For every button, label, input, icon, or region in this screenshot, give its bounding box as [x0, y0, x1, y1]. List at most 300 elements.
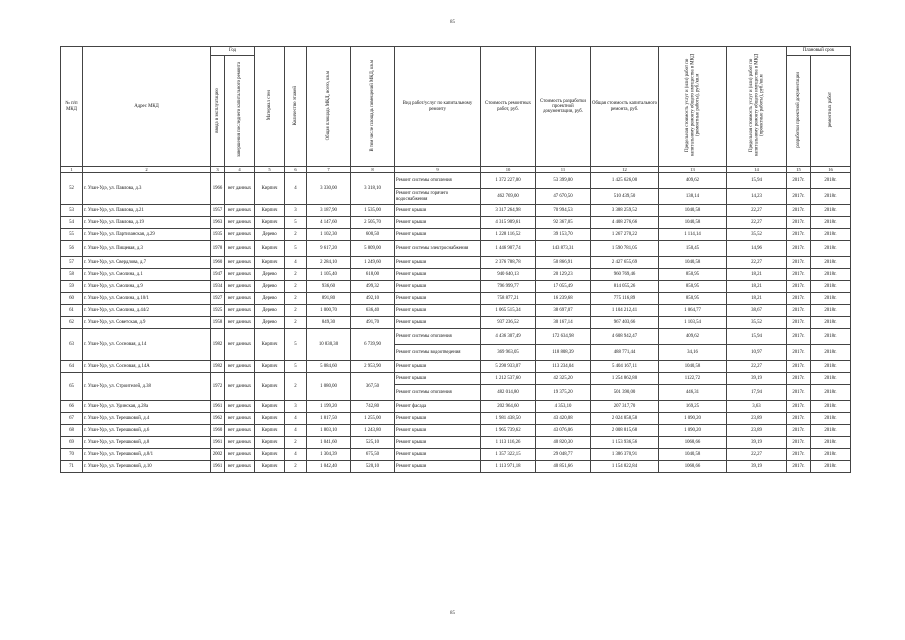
cell-cost-repair: 1 357 322,15 — [481, 449, 536, 461]
cell-cost-total: 967 403,66 — [591, 317, 659, 329]
cell-work-type: Ремонт системы горячего водоснабжения — [395, 189, 481, 205]
cell-material: Кирпич — [255, 401, 285, 413]
table-row — [61, 305, 851, 317]
cell-cost-design: 43 420,08 — [536, 413, 591, 425]
cell-cost-design: 19 375,20 — [536, 385, 591, 401]
cell-limit-work: 1068,66 — [659, 461, 727, 473]
cell-cost-total: 5 404 167,11 — [591, 361, 659, 373]
cell-repair-year: нет данных — [225, 205, 255, 217]
cell-area-premises: 491,70 — [351, 317, 395, 329]
cell-plan-repair: 2018г. — [811, 373, 851, 385]
cell-cost-total: 1 254 862,80 — [591, 373, 659, 385]
cell-limit-work: 446,31 — [659, 385, 727, 401]
cell-repair-year: нет данных — [225, 229, 255, 241]
cell-limit-work: 1040,58 — [659, 257, 727, 269]
cell-plan-repair: 2018г. — [811, 293, 851, 305]
cell-plan-design: 2017г. — [787, 173, 811, 189]
cell-area: 3 187,90 — [307, 205, 351, 217]
cell-cost-design: 92 367,05 — [536, 217, 591, 229]
column-number: 5 — [255, 167, 285, 173]
column-number: 9 — [395, 167, 481, 173]
table-row — [61, 425, 851, 437]
cell-material: Дерево — [255, 293, 285, 305]
cell-work-type: Ремонт крыши — [395, 281, 481, 293]
cell-num: 52 — [61, 173, 83, 205]
column-number: 16 — [811, 167, 851, 173]
cell-num: 62 — [61, 317, 83, 329]
cell-cost-total: 2 008 815,68 — [591, 425, 659, 437]
cell-work-type: Ремонт системы отопления — [395, 173, 481, 189]
cell-limit-design: 23,89 — [727, 413, 787, 425]
cell-address: г. Улан-Удэ, ул. Сосновая, д.14 — [83, 329, 211, 361]
cell-cost-total: 775 116,89 — [591, 293, 659, 305]
cell-work-type: Ремонт крыши — [395, 269, 481, 281]
table-row — [61, 173, 851, 189]
table-row — [61, 373, 851, 385]
cell-year: 1966 — [211, 173, 225, 205]
cell-cost-design: 4 353,10 — [536, 401, 591, 413]
cell-year: 1978 — [211, 241, 225, 257]
cell-cost-repair: 1 965 739,62 — [481, 425, 536, 437]
cell-cost-total: 3 388 259,52 — [591, 205, 659, 217]
cell-limit-design: 15,94 — [727, 329, 787, 345]
cell-plan-design: 2017г. — [787, 345, 811, 361]
header-cost-design: Стоимость разработки проектной документации, руб. — [536, 47, 591, 167]
cell-limit-design: 3,63 — [727, 401, 787, 413]
table-row — [61, 241, 851, 257]
cell-material: Дерево — [255, 269, 285, 281]
cell-limit-design: 35,52 — [727, 229, 787, 241]
cell-floors: 4 — [285, 173, 307, 205]
cell-cost-design: 20 129,23 — [536, 269, 591, 281]
cell-limit-work: 1 064,77 — [659, 305, 727, 317]
cell-plan-design: 2017г. — [787, 305, 811, 317]
cell-work-type: Ремонт крыши — [395, 437, 481, 449]
cell-num: 60 — [61, 293, 83, 305]
cell-cost-repair: 1 113 116,26 — [481, 437, 536, 449]
cell-limit-work: 138,14 — [659, 189, 727, 205]
cell-floors: 2 — [285, 461, 307, 473]
cell-floors: 2 — [285, 437, 307, 449]
cell-limit-work: 409,62 — [659, 329, 727, 345]
cell-repair-year: нет данных — [225, 305, 255, 317]
cell-cost-total: 1 154 822,84 — [591, 461, 659, 473]
cell-cost-repair: 1 113 971,18 — [481, 461, 536, 473]
cell-cost-design: 172 634,98 — [536, 329, 591, 345]
cell-area: 10 830,30 — [307, 329, 351, 361]
cell-cost-total: 1 153 936,56 — [591, 437, 659, 449]
cell-address: г. Улан-Удэ, ул. Терешковой, д.10 — [83, 461, 211, 473]
cell-material: Кирпич — [255, 437, 285, 449]
cell-cost-design: 30 167,14 — [536, 317, 591, 329]
cell-address: г. Улан-Удэ, ул. Смолина, д.44/2 — [83, 305, 211, 317]
cell-limit-work: 1 103,54 — [659, 317, 727, 329]
cell-address: г. Улан-Удэ, ул. Терешковой, д.6 — [83, 425, 211, 437]
cell-area: 936,60 — [307, 281, 351, 293]
cell-area-premises: 636,40 — [351, 305, 395, 317]
cell-limit-work: 1040,58 — [659, 217, 727, 229]
cell-cost-total: 4 608 942,47 — [591, 329, 659, 345]
header-wall-material: Материал стен — [255, 47, 285, 167]
cell-cost-design: 29 048,77 — [536, 449, 591, 461]
cell-plan-repair: 2018г. — [811, 345, 851, 361]
cell-floors: 4 — [285, 449, 307, 461]
cell-repair-year: нет данных — [225, 257, 255, 269]
cell-cost-repair: 462 769,00 — [481, 189, 536, 205]
cell-area-premises: 675,50 — [351, 449, 395, 461]
cell-material: Кирпич — [255, 205, 285, 217]
column-number: 10 — [481, 167, 536, 173]
cell-cost-total: 1 104 212,41 — [591, 305, 659, 317]
cell-cost-repair: 1 446 907,74 — [481, 241, 536, 257]
cell-num: 54 — [61, 217, 83, 229]
cell-limit-design: 14,96 — [727, 241, 787, 257]
header-year-last-repair: завершения последнего капитального ремонта — [225, 56, 255, 167]
cell-plan-repair: 2018г. — [811, 305, 851, 317]
cell-floors: 5 — [285, 217, 307, 229]
cell-limit-design: 10,97 — [727, 345, 787, 361]
cell-repair-year: нет данных — [225, 373, 255, 401]
cell-repair-year: нет данных — [225, 269, 255, 281]
cell-num: 71 — [61, 461, 83, 473]
cell-cost-total: 4 408 276,66 — [591, 217, 659, 229]
cell-year: 1958 — [211, 317, 225, 329]
cell-limit-design: 38,67 — [727, 305, 787, 317]
cell-address: г. Улан-Удэ, ул. Павлова, д.3 — [83, 173, 211, 205]
column-number: 7 — [307, 167, 351, 173]
cell-limit-work: 34,16 — [659, 345, 727, 361]
cell-work-type: Ремонт крыши — [395, 361, 481, 373]
cell-cost-repair: 1 981 438,50 — [481, 413, 536, 425]
cell-cost-design: 40 820,30 — [536, 437, 591, 449]
cell-year: 1934 — [211, 281, 225, 293]
cell-floors: 3 — [285, 401, 307, 413]
cell-work-type: Ремонт системы электроснабжения — [395, 241, 481, 257]
cell-limit-design: 15,94 — [727, 173, 787, 189]
cell-cost-repair: 940 640,13 — [481, 269, 536, 281]
cell-limit-design: 18,21 — [727, 293, 787, 305]
column-number: 6 — [285, 167, 307, 173]
cell-plan-repair: 2018г. — [811, 461, 851, 473]
cell-material: Дерево — [255, 229, 285, 241]
cell-cost-total: 1 590 781,05 — [591, 241, 659, 257]
cell-area: 5 084,60 — [307, 361, 351, 373]
cell-limit-design: 18,21 — [727, 269, 787, 281]
cell-num: 59 — [61, 281, 83, 293]
cell-area: 3 330,00 — [307, 173, 351, 205]
cell-address: г. Улан-Удэ, ул. Терешковой, д.8/1 — [83, 449, 211, 461]
cell-cost-repair: 369 963,05 — [481, 345, 536, 361]
cell-plan-repair: 2018г. — [811, 413, 851, 425]
cell-material: Кирпич — [255, 241, 285, 257]
cell-plan-design: 2017г. — [787, 293, 811, 305]
cell-limit-work: 1040,58 — [659, 361, 727, 373]
cell-limit-design: 22,27 — [727, 449, 787, 461]
cell-address: г. Улан-Удэ, ул. Смолина, д.9 — [83, 281, 211, 293]
cell-cost-design: 39 153,70 — [536, 229, 591, 241]
cell-cost-design: 43 076,06 — [536, 425, 591, 437]
cell-plan-repair: 2018г. — [811, 329, 851, 345]
cell-repair-year: нет данных — [225, 401, 255, 413]
cell-area: 849,30 — [307, 317, 351, 329]
cell-num: 67 — [61, 413, 83, 425]
cell-work-type: Ремонт крыши — [395, 425, 481, 437]
cell-limit-work: 1122,72 — [659, 373, 727, 385]
cell-address: г. Улан-Удэ, ул. Смолина, д.1 — [83, 269, 211, 281]
header-area-premises: В том числе площадь помещений МКД, кв.м — [351, 47, 395, 167]
table-row — [61, 281, 851, 293]
cell-area: 1 000,70 — [307, 305, 351, 317]
table-row — [61, 257, 851, 269]
cell-address: г. Улан-Удэ, ул. Павлова, д.21 — [83, 205, 211, 217]
header-cost-total: Общая стоимость капитального ремонта, руб. — [591, 47, 659, 167]
cell-year: 1972 — [211, 373, 225, 401]
cell-cost-repair: 796 999,77 — [481, 281, 536, 293]
cell-cost-design: 70 994,53 — [536, 205, 591, 217]
cell-limit-design: 39,19 — [727, 437, 787, 449]
cell-area-premises: 1 255,00 — [351, 413, 395, 425]
cell-work-type: Ремонт системы отопления — [395, 385, 481, 401]
cell-num: 68 — [61, 425, 83, 437]
cell-cost-repair: 2 376 788,78 — [481, 257, 536, 269]
cell-work-type: Ремонт фасада — [395, 401, 481, 413]
cell-year: 1925 — [211, 305, 225, 317]
header-year-group: Год — [211, 47, 255, 56]
cell-work-type: Ремонт крыши — [395, 257, 481, 269]
table-row — [61, 293, 851, 305]
cell-repair-year: нет данных — [225, 317, 255, 329]
column-number: 12 — [591, 167, 659, 173]
cell-num: 55 — [61, 229, 83, 241]
cell-year: 1982 — [211, 361, 225, 373]
cell-year: 1961 — [211, 461, 225, 473]
cell-cost-total: 2 024 858,58 — [591, 413, 659, 425]
table-row — [61, 317, 851, 329]
cell-material: Дерево — [255, 305, 285, 317]
header-plan-design: разработки проектной документации — [787, 56, 811, 167]
cell-limit-design: 22,27 — [727, 205, 787, 217]
cell-area: 1 102,30 — [307, 229, 351, 241]
cell-address: г. Улан-Удэ, ул. Терешковой, д.4 — [83, 413, 211, 425]
cell-plan-repair: 2018г. — [811, 449, 851, 461]
cell-cost-total: 960 769,46 — [591, 269, 659, 281]
cell-work-type: Ремонт крыши — [395, 205, 481, 217]
cell-limit-design: 35,52 — [727, 317, 787, 329]
cell-cost-repair: 4 315 909,61 — [481, 217, 536, 229]
column-number: 1 — [61, 167, 83, 173]
cell-limit-work: 150,45 — [659, 241, 727, 257]
cell-num: 57 — [61, 257, 83, 269]
cell-floors: 5 — [285, 361, 307, 373]
cell-year: 1962 — [211, 413, 225, 425]
cell-floors: 4 — [285, 425, 307, 437]
cell-num: 58 — [61, 269, 83, 281]
cell-cost-design: 16 239,68 — [536, 293, 591, 305]
cell-area-premises: 742,80 — [351, 401, 395, 413]
cell-plan-design: 2017г. — [787, 189, 811, 205]
cell-area-premises: 2 953,90 — [351, 361, 395, 373]
cell-year: 1927 — [211, 293, 225, 305]
cell-cost-total: 488 771,44 — [591, 345, 659, 361]
column-number: 4 — [225, 167, 255, 173]
cell-floors: 4 — [285, 257, 307, 269]
cell-num: 56 — [61, 241, 83, 257]
cell-plan-design: 2017г. — [787, 413, 811, 425]
cell-floors: 5 — [285, 241, 307, 257]
cell-plan-design: 2017г. — [787, 461, 811, 473]
header-cost-repair: Стоимость ремонтных работ, руб. — [481, 47, 536, 167]
cell-limit-work: 850,95 — [659, 293, 727, 305]
cell-address: г. Улан-Удэ, ул. Павлова, д.19 — [83, 217, 211, 229]
cell-repair-year: нет данных — [225, 241, 255, 257]
cell-repair-year: нет данных — [225, 329, 255, 361]
cell-limit-work: 850,95 — [659, 281, 727, 293]
cell-plan-repair: 2018г. — [811, 229, 851, 241]
cell-plan-design: 2017г. — [787, 205, 811, 217]
cell-cost-design: 50 866,91 — [536, 257, 591, 269]
header-plan-repair: ремонтных работ — [811, 56, 851, 167]
cell-limit-design: 22,27 — [727, 257, 787, 269]
cell-cost-total: 1 386 370,91 — [591, 449, 659, 461]
cell-area-premises: 520,10 — [351, 461, 395, 473]
cell-area-premises: 618,00 — [351, 269, 395, 281]
cell-address: г. Улан-Удэ, ул. Сосновая, д.14А — [83, 361, 211, 373]
cell-plan-design: 2017г. — [787, 361, 811, 373]
cell-address: г. Улан-Удэ, ул. Строителей, д.38 — [83, 373, 211, 401]
cell-year: 1947 — [211, 269, 225, 281]
cell-limit-work: 1040,58 — [659, 449, 727, 461]
column-number: 14 — [727, 167, 787, 173]
cell-cost-repair: 1 212 537,60 — [481, 373, 536, 385]
cell-cost-repair: 3 317 264,98 — [481, 205, 536, 217]
table-row — [61, 437, 851, 449]
cell-num: 65 — [61, 373, 83, 401]
cell-area: 1 042,40 — [307, 461, 351, 473]
cell-address: г. Улан-Удэ, ул. Пищевая, д.3 — [83, 241, 211, 257]
cell-area-premises: 5 809,00 — [351, 241, 395, 257]
cell-limit-design: 23,89 — [727, 425, 787, 437]
cell-work-type: Ремонт крыши — [395, 449, 481, 461]
cell-area-premises: 3 318,10 — [351, 173, 395, 205]
header-floors: Количество этажей — [285, 47, 307, 167]
cell-material: Кирпич — [255, 173, 285, 205]
cell-repair-year: нет данных — [225, 361, 255, 373]
cell-cost-total: 501 390,00 — [591, 385, 659, 401]
cell-material: Дерево — [255, 317, 285, 329]
cell-cost-total: 1 267 270,22 — [591, 229, 659, 241]
cell-cost-repair: 5 290 933,07 — [481, 361, 536, 373]
cell-year: 1961 — [211, 437, 225, 449]
cell-num: 69 — [61, 437, 83, 449]
cell-area-premises: 1 535,00 — [351, 205, 395, 217]
table-row — [61, 461, 851, 473]
cell-cost-total: 814 055,26 — [591, 281, 659, 293]
cell-area: 1 304,39 — [307, 449, 351, 461]
cell-area-premises: 600,50 — [351, 229, 395, 241]
cell-work-type: Ремонт крыши — [395, 293, 481, 305]
cell-limit-work: 1 114,14 — [659, 229, 727, 241]
cell-plan-repair: 2018г. — [811, 437, 851, 449]
cell-limit-work: 1068,66 — [659, 437, 727, 449]
cell-address: г. Улан-Удэ, ул. Терешковой, д.8 — [83, 437, 211, 449]
cell-plan-repair: 2018г. — [811, 217, 851, 229]
page-number-bottom: 85 — [450, 611, 455, 616]
cell-area-premises: 1 249,60 — [351, 257, 395, 269]
cell-floors: 4 — [285, 413, 307, 425]
cell-cost-design: 113 234,04 — [536, 361, 591, 373]
page-number-top: 85 — [450, 20, 455, 25]
cell-plan-design: 2017г. — [787, 269, 811, 281]
cell-plan-design: 2017г. — [787, 401, 811, 413]
cell-year: 1963 — [211, 217, 225, 229]
repair-register-table — [60, 46, 851, 473]
cell-plan-repair: 2018г. — [811, 173, 851, 189]
cell-floors: 5 — [285, 329, 307, 361]
column-number: 13 — [659, 167, 727, 173]
cell-work-type: Ремонт системы отопления — [395, 329, 481, 345]
cell-area: 4 147,60 — [307, 217, 351, 229]
cell-plan-design: 2017г. — [787, 329, 811, 345]
cell-area: 1 041,60 — [307, 437, 351, 449]
cell-material: Кирпич — [255, 449, 285, 461]
cell-num: 66 — [61, 401, 83, 413]
cell-plan-design: 2017г. — [787, 449, 811, 461]
cell-plan-design: 2017г. — [787, 437, 811, 449]
cell-cost-total: 510 439,50 — [591, 189, 659, 205]
cell-area: 891,80 — [307, 293, 351, 305]
cell-num: 63 — [61, 329, 83, 361]
cell-cost-repair: 937 236,52 — [481, 317, 536, 329]
cell-floors: 2 — [285, 305, 307, 317]
cell-area-premises: 2 505,70 — [351, 217, 395, 229]
cell-repair-year: нет данных — [225, 461, 255, 473]
cell-work-type: Ремонт крыши — [395, 461, 481, 473]
cell-num: 61 — [61, 305, 83, 317]
cell-work-type: Ремонт системы водоотведения — [395, 345, 481, 361]
cell-limit-work: 169,25 — [659, 401, 727, 413]
cell-plan-repair: 2018г. — [811, 317, 851, 329]
cell-cost-repair: 4 436 307,49 — [481, 329, 536, 345]
cell-cost-repair: 1 065 515,34 — [481, 305, 536, 317]
cell-material: Кирпич — [255, 329, 285, 361]
table-body — [61, 173, 851, 473]
cell-cost-design: 118 808,39 — [536, 345, 591, 361]
column-number: 3 — [211, 167, 225, 173]
header-address: Адрес МКД — [83, 47, 211, 167]
cell-limit-work: 409,62 — [659, 173, 727, 189]
cell-address: г. Улан-Удэ, ул. Советская, д.9 — [83, 317, 211, 329]
cell-plan-repair: 2018г. — [811, 257, 851, 269]
header-plan-group: Плановый срок — [787, 47, 851, 56]
cell-area-premises: 492,10 — [351, 293, 395, 305]
cell-material: Кирпич — [255, 361, 285, 373]
cell-plan-design: 2017г. — [787, 281, 811, 293]
cell-plan-repair: 2018г. — [811, 241, 851, 257]
cell-area-premises: 499,32 — [351, 281, 395, 293]
cell-plan-design: 2017г. — [787, 425, 811, 437]
cell-address: г. Улан-Удэ, ул. Свердлова, д.7 — [83, 257, 211, 269]
cell-year: 2002 — [211, 449, 225, 461]
table-row — [61, 229, 851, 241]
cell-year: 1982 — [211, 329, 225, 361]
header-work-type: Вид работ/услуг по капитальному ремонту — [395, 47, 481, 167]
cell-limit-work: 1040,58 — [659, 205, 727, 217]
cell-limit-design: 18,21 — [727, 281, 787, 293]
cell-area-premises: 6 739,90 — [351, 329, 395, 361]
cell-floors: 3 — [285, 205, 307, 217]
cell-address: г. Улан-Удэ, ул. Партизанская, д.29 — [83, 229, 211, 241]
table-row — [61, 269, 851, 281]
